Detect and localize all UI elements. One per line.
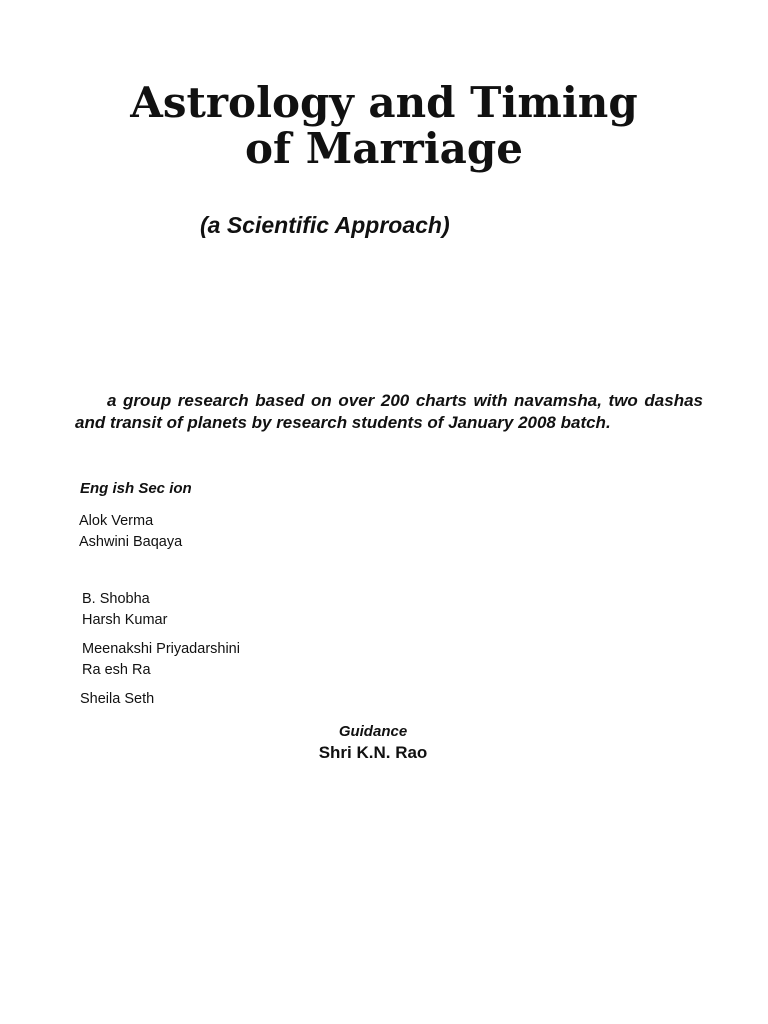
document-subtitle: (a Scientific Approach) (200, 212, 450, 238)
author-name: B. Shobha (82, 591, 150, 607)
author-name: Meenakshi Priyadarshini (82, 641, 240, 657)
section-label: Eng ish Sec ion (80, 480, 192, 497)
title-line-1: Astrology and Timing (130, 78, 638, 127)
guidance-label: Guidance (338, 723, 408, 740)
title-line-2: of Marriage (245, 124, 523, 173)
guidance-name: Shri K.N. Rao (318, 743, 428, 762)
author-name: Alok Verma (79, 513, 154, 529)
author-name: Ra esh Ra (82, 662, 151, 678)
author-name: Sheila Seth (80, 691, 155, 707)
research-description: a group research based on over 200 charts with navamsha, two dashas and transit of planets by research students of January 2008 batch. (75, 391, 703, 432)
author-group-1 (79, 511, 182, 553)
author-group-4 (80, 689, 154, 710)
author-group-2 (82, 589, 167, 631)
document-title (0, 80, 768, 172)
author-group-3 (82, 639, 240, 681)
author-name: Harsh Kumar (82, 612, 168, 628)
author-name: Ashwini Baqaya (79, 534, 183, 550)
